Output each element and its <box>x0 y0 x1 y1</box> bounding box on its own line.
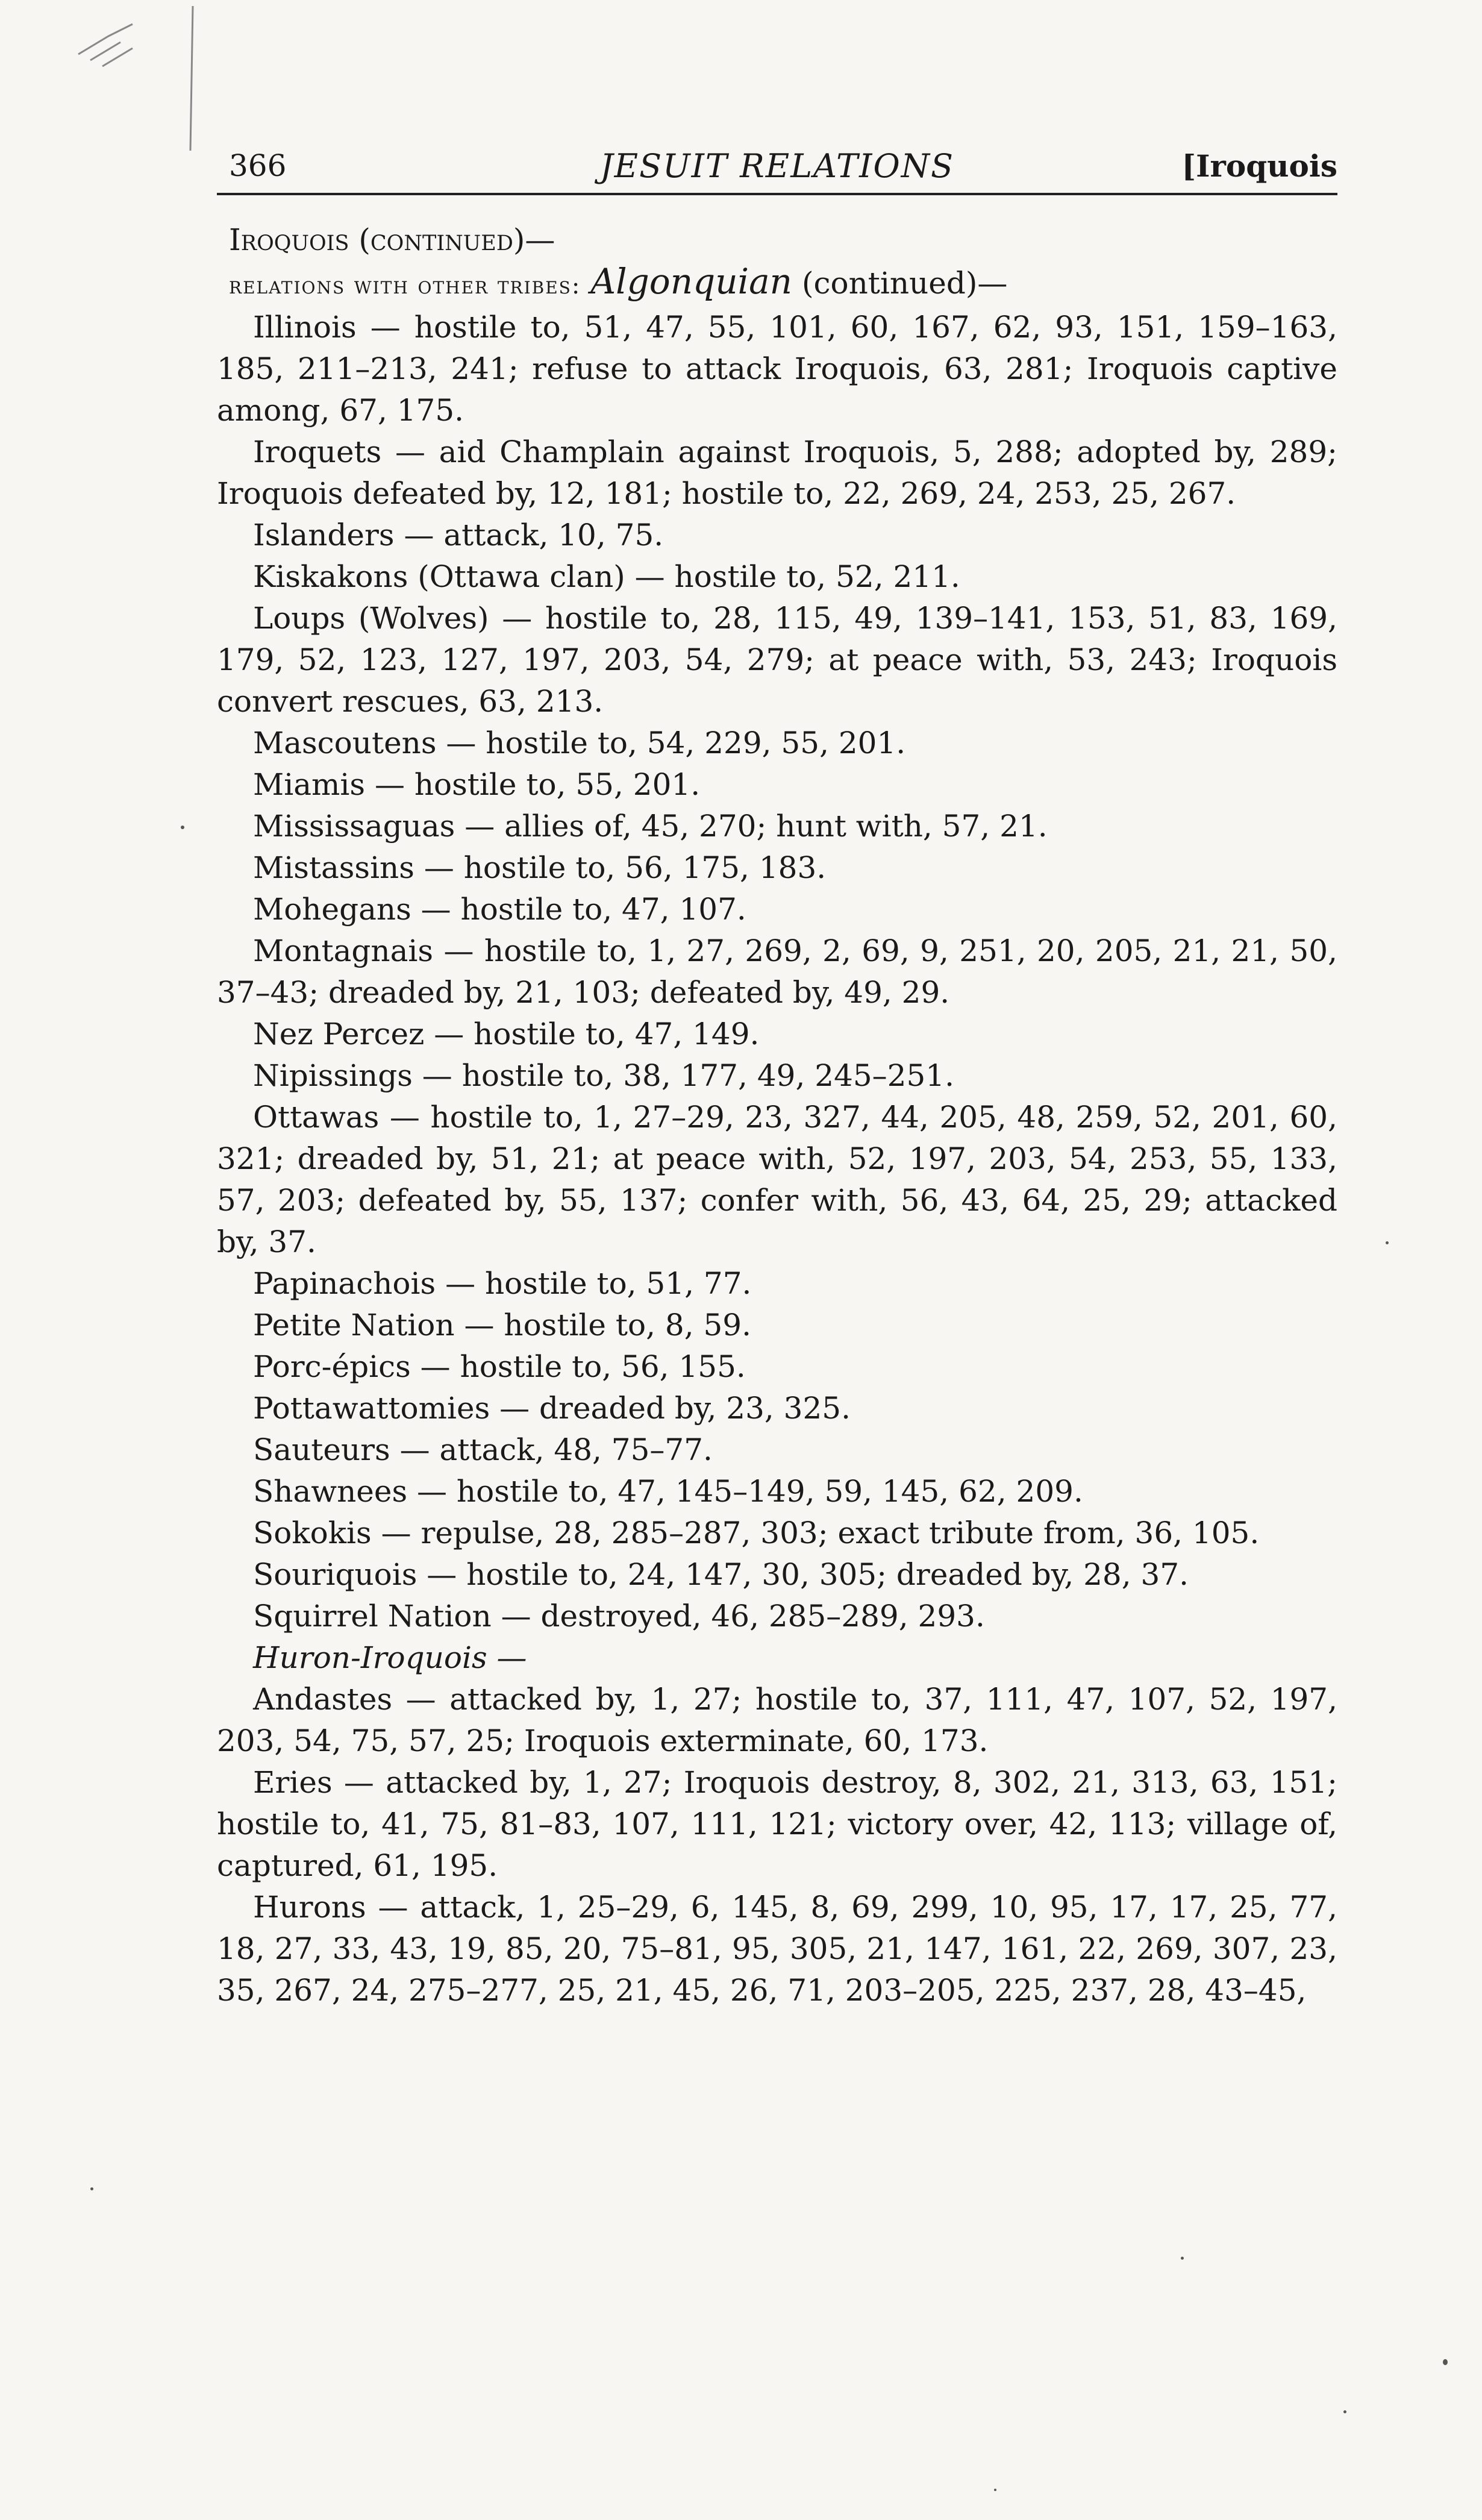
index-entry: Squirrel Nation — destroyed, 46, 285–289, 293. <box>253 1599 985 1634</box>
index-entry: Miamis — hostile to, 55, 201. <box>253 767 701 802</box>
index-entry: Mascoutens — hostile to, 54, 229, 55, 201. <box>253 726 906 760</box>
index-entry: Andastes — attacked by, 1, 27; hostile to, 37, 111, 47, 107, 52, 197, 203, 54, 75, 57, 25; Iroquois exterminate, 60, 173. <box>217 1682 1337 1758</box>
page-number: 366 <box>229 148 287 183</box>
index-entry: Shawnees — hostile to, 47, 145–149, 59, 145, 62, 209. <box>253 1474 1083 1509</box>
index-entry: Porc-épics — hostile to, 56, 155. <box>253 1349 746 1384</box>
section-title-huron-iroquois: Huron-Iroquois — <box>253 1640 527 1675</box>
huron-iroquois-entries <box>217 1679 1337 2011</box>
running-title: JESUIT RELATIONS <box>600 147 954 185</box>
index-entry: Nez Percez — hostile to, 47, 149. <box>253 1017 760 1052</box>
index-entry: Petite Nation — hostile to, 8, 59. <box>253 1308 752 1343</box>
subheading-suffix: (continued)— <box>801 266 1008 301</box>
running-head <box>217 145 1337 195</box>
subheading-label: relations with other tribes: <box>229 272 581 299</box>
algonquian-entries <box>217 307 1337 1637</box>
index-entry: Kiskakons (Ottawa clan) — hostile to, 52, 211. <box>253 559 960 594</box>
index-entry: Nipissings — hostile to, 38, 177, 49, 245–251. <box>253 1058 955 1093</box>
subheading-tribe: Algonquian <box>590 261 793 302</box>
index-entry: Mohegans — hostile to, 47, 107. <box>253 892 746 927</box>
index-entry: Papinachois — hostile to, 51, 77. <box>253 1266 752 1301</box>
index-entry: Eries — attacked by, 1, 27; Iroquois destroy, 8, 302, 21, 313, 63, 151; hostile to, 41, 75, 81–83, 107, 111, 121; victory over, 42, 113; village of, captured, 61, 195. <box>217 1765 1337 1883</box>
index-entry: Mistassins — hostile to, 56, 175, 183. <box>253 850 827 885</box>
index-subheading <box>217 261 1337 307</box>
margin-scribble <box>66 0 199 157</box>
index-entry: Mississaguas — allies of, 45, 270; hunt with, 57, 21. <box>253 809 1048 844</box>
index-heading <box>217 219 1337 261</box>
running-section: [Iroquois <box>1181 148 1337 184</box>
index-entry: Iroquets — aid Champlain against Iroquois, 5, 288; adopted by, 289; Iroquois defeated by, 12, 181; hostile to, 22, 269, 24, 253, 25, 267. <box>217 434 1337 511</box>
heading-main: Iroquois (continued)— <box>229 222 555 257</box>
index-entry: Illinois — hostile to, 51, 47, 55, 101, 60, 167, 62, 93, 151, 159–163, 185, 211–213, 241; refuse to attack Iroquois, 63, 281; Iroquois captive among, 67, 175. <box>217 310 1337 428</box>
index-entry: Sauteurs — attack, 48, 75–77. <box>253 1432 713 1467</box>
index-entry: Souriquois — hostile to, 24, 147, 30, 305; dreaded by, 28, 37. <box>253 1557 1189 1592</box>
index-entry: Loups (Wolves) — hostile to, 28, 115, 49, 139–141, 153, 51, 83, 169, 179, 52, 123, 127, 197, 203, 54, 279; at peace with, 53, 243; Iroquois convert rescues, 63, 213. <box>217 601 1337 719</box>
index-entry: Hurons — attack, 1, 25–29, 6, 145, 8, 69, 299, 10, 95, 17, 17, 25, 77, 18, 27, 33, 43, 19, 85, 20, 75–81, 95, 305, 21, 147, 161, 22, 269, 307, 23, 35, 267, 24, 275–277, 25, 21, 45, 26, 71, 203–205, 225, 237, 28, 43–45, <box>217 1890 1337 2008</box>
index-entry: Pottawattomies — dreaded by, 23, 325. <box>253 1391 851 1426</box>
index-entry: Sokokis — repulse, 28, 285–287, 303; exact tribute from, 36, 105. <box>253 1515 1260 1550</box>
index-entry: Ottawas — hostile to, 1, 27–29, 23, 327, 44, 205, 48, 259, 52, 201, 60, 321; dreaded by, 51, 21; at peace with, 52, 197, 203, 54, 253, 55, 133, 57, 203; defeated by, 55, 137; confer with, 56, 43, 64, 25, 29; attacked by, 37. <box>217 1100 1337 1259</box>
index-entry: Islanders — attack, 10, 75. <box>253 518 664 553</box>
document-page <box>217 145 1337 2011</box>
index-entry: Montagnais — hostile to, 1, 27, 269, 2, 69, 9, 251, 20, 205, 21, 21, 50, 37–43; dreaded by, 21, 103; defeated by, 49, 29. <box>217 933 1337 1010</box>
